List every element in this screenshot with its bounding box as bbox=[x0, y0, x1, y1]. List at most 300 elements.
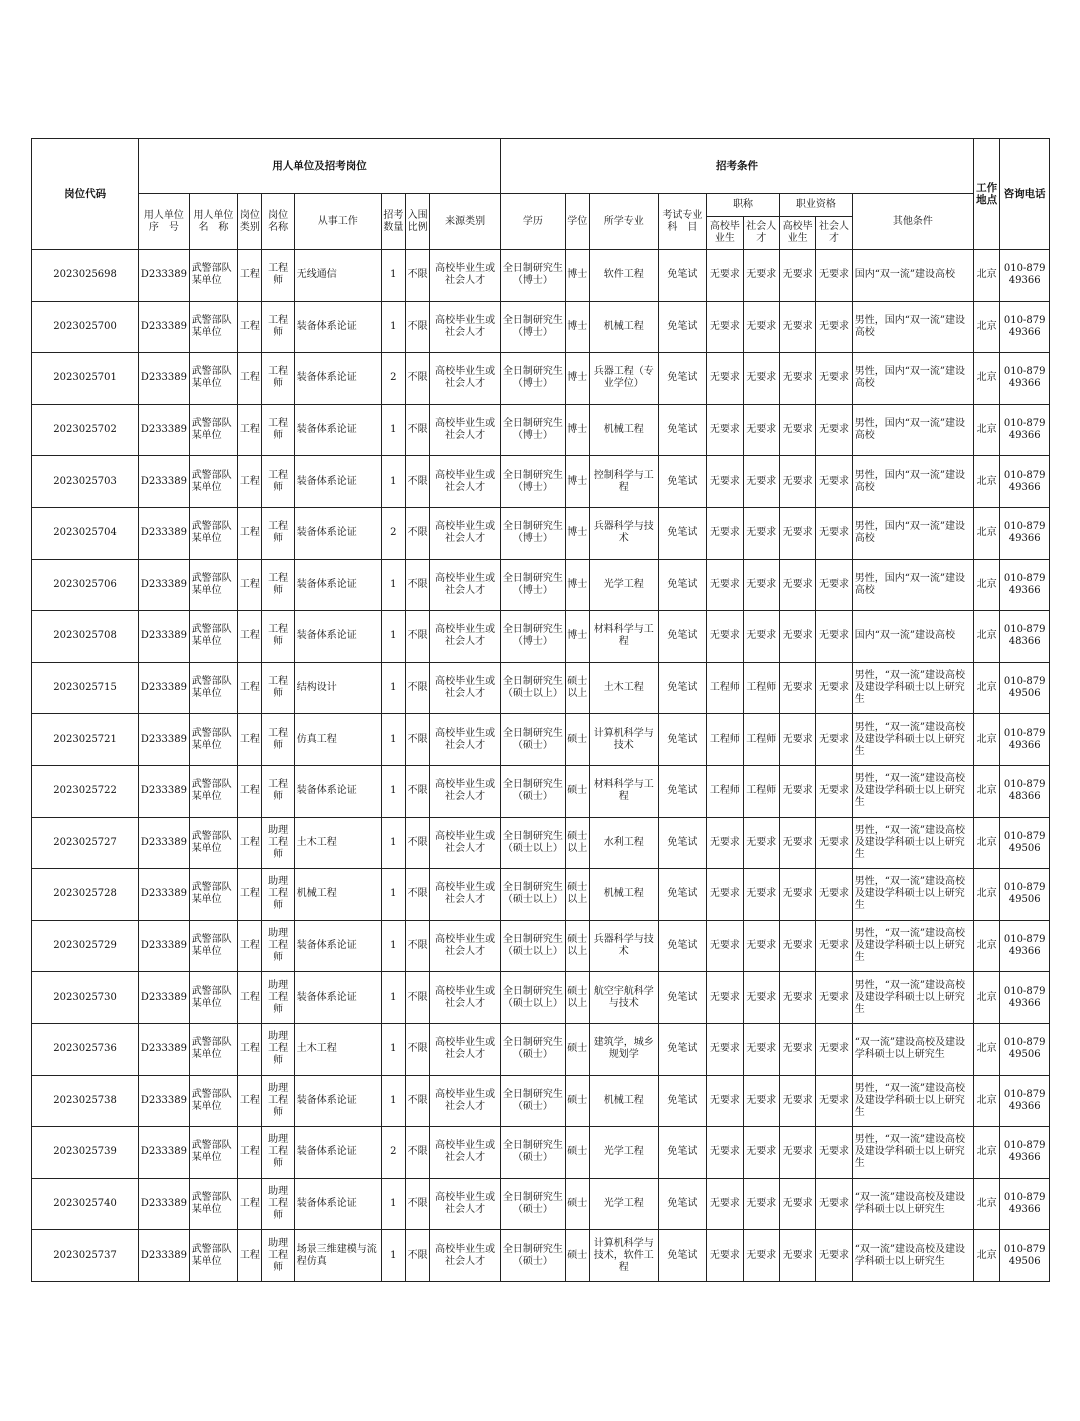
cell-degree: 硕士 bbox=[565, 765, 589, 817]
cell-post-type: 工程 bbox=[238, 972, 262, 1024]
cell-title-social: 无要求 bbox=[743, 456, 779, 508]
cell-post-code: 2023025740 bbox=[32, 1178, 139, 1230]
cell-quota: 1 bbox=[381, 972, 405, 1024]
cell-title-social: 无要求 bbox=[743, 1023, 779, 1075]
cell-post-type: 工程 bbox=[238, 301, 262, 353]
cell-unit-name: 武警部队某单位 bbox=[189, 353, 238, 405]
cell-post-name: 助理工程师 bbox=[262, 817, 294, 869]
cell-quota: 1 bbox=[381, 611, 405, 663]
cell-major: 光学工程 bbox=[589, 1178, 658, 1230]
cell-unit-name: 武警部队某单位 bbox=[189, 972, 238, 1024]
header-work: 从事工作 bbox=[294, 194, 381, 250]
cell-title-grad: 无要求 bbox=[707, 972, 743, 1024]
cell-phone: 010-87949366 bbox=[1000, 456, 1050, 508]
cell-ratio: 不限 bbox=[405, 611, 429, 663]
cell-ratio: 不限 bbox=[405, 869, 429, 921]
cell-qual-grad: 无要求 bbox=[779, 559, 815, 611]
cell-post-code: 2023025738 bbox=[32, 1075, 139, 1127]
cell-unit-seq: D233389 bbox=[139, 1023, 190, 1075]
cell-qual-social: 无要求 bbox=[816, 611, 852, 663]
cell-qual-grad: 无要求 bbox=[779, 611, 815, 663]
cell-other: “双一流”建设高校及建设学科硕士以上研究生 bbox=[852, 1178, 973, 1230]
cell-education: 全日制研究生（硕士） bbox=[500, 765, 565, 817]
cell-unit-seq: D233389 bbox=[139, 611, 190, 663]
cell-post-code: 2023025729 bbox=[32, 920, 139, 972]
cell-education: 全日制研究生（硕士） bbox=[500, 1178, 565, 1230]
cell-title-social: 无要求 bbox=[743, 972, 779, 1024]
cell-qual-grad: 无要求 bbox=[779, 1127, 815, 1179]
header-employer-group: 用人单位及招考岗位 bbox=[139, 139, 501, 194]
cell-quota: 1 bbox=[381, 559, 405, 611]
cell-title-grad: 无要求 bbox=[707, 301, 743, 353]
cell-location: 北京 bbox=[974, 1075, 1000, 1127]
cell-phone: 010-87949506 bbox=[1000, 1023, 1050, 1075]
cell-qual-social: 无要求 bbox=[816, 920, 852, 972]
cell-ratio: 不限 bbox=[405, 1075, 429, 1127]
table-row bbox=[32, 250, 1050, 302]
cell-unit-name: 武警部队某单位 bbox=[189, 404, 238, 456]
table-header bbox=[32, 139, 1050, 250]
cell-post-code: 2023025728 bbox=[32, 869, 139, 921]
header-title-group: 职称 bbox=[707, 194, 780, 217]
cell-unit-name: 武警部队某单位 bbox=[189, 817, 238, 869]
cell-post-name: 工程师 bbox=[262, 353, 294, 405]
cell-education: 全日制研究生（博士） bbox=[500, 404, 565, 456]
cell-post-code: 2023025703 bbox=[32, 456, 139, 508]
cell-other: “双一流”建设高校及建设学科硕士以上研究生 bbox=[852, 1023, 973, 1075]
cell-qual-grad: 无要求 bbox=[779, 301, 815, 353]
cell-unit-seq: D233389 bbox=[139, 250, 190, 302]
table-row bbox=[32, 404, 1050, 456]
cell-title-social: 无要求 bbox=[743, 1127, 779, 1179]
table-row bbox=[32, 714, 1050, 766]
cell-major: 材料科学与工程 bbox=[589, 765, 658, 817]
cell-major: 兵器科学与技术 bbox=[589, 507, 658, 559]
cell-title-grad: 无要求 bbox=[707, 1023, 743, 1075]
recruitment-table-sheet bbox=[31, 138, 1050, 1282]
cell-post-name: 工程师 bbox=[262, 714, 294, 766]
cell-title-grad: 无要求 bbox=[707, 1075, 743, 1127]
cell-major: 兵器工程（专业学位） bbox=[589, 353, 658, 405]
cell-major: 机械工程 bbox=[589, 1075, 658, 1127]
cell-post-name: 工程师 bbox=[262, 765, 294, 817]
cell-title-grad: 无要求 bbox=[707, 1127, 743, 1179]
cell-education: 全日制研究生（硕士） bbox=[500, 1127, 565, 1179]
header-other: 其他条件 bbox=[852, 194, 973, 250]
cell-work: 装备体系论证 bbox=[294, 456, 381, 508]
cell-work: 场景三维建模与流程仿真 bbox=[294, 1230, 381, 1282]
cell-title-social: 无要求 bbox=[743, 353, 779, 405]
cell-location: 北京 bbox=[974, 1230, 1000, 1282]
cell-source: 高校毕业生或社会人才 bbox=[430, 1230, 501, 1282]
cell-phone: 010-87949366 bbox=[1000, 353, 1050, 405]
cell-unit-name: 武警部队某单位 bbox=[189, 1023, 238, 1075]
cell-other: 男性，“双一流”建设高校及建设学科硕士以上研究生 bbox=[852, 920, 973, 972]
cell-qual-grad: 无要求 bbox=[779, 1075, 815, 1127]
cell-work: 装备体系论证 bbox=[294, 1075, 381, 1127]
cell-major: 计算机科学与技术，软件工程 bbox=[589, 1230, 658, 1282]
cell-title-social: 无要求 bbox=[743, 817, 779, 869]
cell-unit-name: 武警部队某单位 bbox=[189, 714, 238, 766]
cell-source: 高校毕业生或社会人才 bbox=[430, 920, 501, 972]
cell-ratio: 不限 bbox=[405, 301, 429, 353]
cell-post-type: 工程 bbox=[238, 1075, 262, 1127]
cell-phone: 010-87949506 bbox=[1000, 662, 1050, 714]
cell-unit-name: 武警部队某单位 bbox=[189, 1127, 238, 1179]
cell-qual-grad: 无要求 bbox=[779, 714, 815, 766]
cell-ratio: 不限 bbox=[405, 1230, 429, 1282]
cell-exam: 免笔试 bbox=[658, 1230, 707, 1282]
cell-qual-social: 无要求 bbox=[816, 1230, 852, 1282]
cell-exam: 免笔试 bbox=[658, 765, 707, 817]
cell-title-grad: 无要求 bbox=[707, 920, 743, 972]
cell-ratio: 不限 bbox=[405, 559, 429, 611]
cell-post-type: 工程 bbox=[238, 456, 262, 508]
cell-title-grad: 无要求 bbox=[707, 353, 743, 405]
cell-exam: 免笔试 bbox=[658, 507, 707, 559]
cell-qual-social: 无要求 bbox=[816, 869, 852, 921]
cell-ratio: 不限 bbox=[405, 353, 429, 405]
cell-ratio: 不限 bbox=[405, 662, 429, 714]
cell-education: 全日制研究生（博士） bbox=[500, 301, 565, 353]
cell-other: 男性，国内“双一流”建设高校 bbox=[852, 559, 973, 611]
cell-phone: 010-87949506 bbox=[1000, 1230, 1050, 1282]
table-row bbox=[32, 611, 1050, 663]
cell-qual-social: 无要求 bbox=[816, 559, 852, 611]
cell-unit-seq: D233389 bbox=[139, 507, 190, 559]
cell-quota: 1 bbox=[381, 456, 405, 508]
header-degree: 学位 bbox=[565, 194, 589, 250]
cell-title-social: 工程师 bbox=[743, 662, 779, 714]
table-row bbox=[32, 662, 1050, 714]
header-education: 学历 bbox=[500, 194, 565, 250]
cell-work: 装备体系论证 bbox=[294, 765, 381, 817]
cell-other: 男性，国内“双一流”建设高校 bbox=[852, 404, 973, 456]
cell-exam: 免笔试 bbox=[658, 611, 707, 663]
cell-quota: 1 bbox=[381, 404, 405, 456]
cell-location: 北京 bbox=[974, 353, 1000, 405]
cell-post-code: 2023025737 bbox=[32, 1230, 139, 1282]
cell-post-type: 工程 bbox=[238, 1127, 262, 1179]
cell-title-social: 无要求 bbox=[743, 920, 779, 972]
cell-unit-seq: D233389 bbox=[139, 817, 190, 869]
header-work-location: 工作地点 bbox=[974, 139, 1000, 250]
cell-ratio: 不限 bbox=[405, 714, 429, 766]
header-title-social: 社会人才 bbox=[743, 217, 779, 250]
cell-title-social: 无要求 bbox=[743, 1075, 779, 1127]
cell-work: 结构设计 bbox=[294, 662, 381, 714]
cell-location: 北京 bbox=[974, 507, 1000, 559]
cell-location: 北京 bbox=[974, 301, 1000, 353]
cell-other: 男性，“双一流”建设高校及建设学科硕士以上研究生 bbox=[852, 972, 973, 1024]
cell-ratio: 不限 bbox=[405, 972, 429, 1024]
cell-title-grad: 无要求 bbox=[707, 817, 743, 869]
cell-ratio: 不限 bbox=[405, 920, 429, 972]
cell-work: 无线通信 bbox=[294, 250, 381, 302]
cell-title-grad: 工程师 bbox=[707, 765, 743, 817]
cell-post-type: 工程 bbox=[238, 404, 262, 456]
cell-location: 北京 bbox=[974, 456, 1000, 508]
cell-post-type: 工程 bbox=[238, 817, 262, 869]
cell-quota: 2 bbox=[381, 1127, 405, 1179]
cell-unit-name: 武警部队某单位 bbox=[189, 1178, 238, 1230]
cell-source: 高校毕业生或社会人才 bbox=[430, 404, 501, 456]
cell-work: 装备体系论证 bbox=[294, 920, 381, 972]
cell-other: 男性，“双一流”建设高校及建设学科硕士以上研究生 bbox=[852, 1127, 973, 1179]
cell-qual-social: 无要求 bbox=[816, 972, 852, 1024]
header-post-code: 岗位代码 bbox=[32, 139, 139, 250]
cell-major: 计算机科学与技术 bbox=[589, 714, 658, 766]
cell-source: 高校毕业生或社会人才 bbox=[430, 250, 501, 302]
cell-unit-name: 武警部队某单位 bbox=[189, 1230, 238, 1282]
cell-quota: 2 bbox=[381, 507, 405, 559]
header-source: 来源类别 bbox=[430, 194, 501, 250]
cell-source: 高校毕业生或社会人才 bbox=[430, 353, 501, 405]
cell-qual-social: 无要求 bbox=[816, 507, 852, 559]
cell-title-grad: 无要求 bbox=[707, 1230, 743, 1282]
cell-qual-grad: 无要求 bbox=[779, 817, 815, 869]
cell-post-type: 工程 bbox=[238, 250, 262, 302]
cell-work: 装备体系论证 bbox=[294, 507, 381, 559]
cell-major: 光学工程 bbox=[589, 1127, 658, 1179]
cell-location: 北京 bbox=[974, 972, 1000, 1024]
cell-title-social: 无要求 bbox=[743, 611, 779, 663]
cell-other: 男性，国内“双一流”建设高校 bbox=[852, 507, 973, 559]
cell-qual-grad: 无要求 bbox=[779, 353, 815, 405]
cell-location: 北京 bbox=[974, 1127, 1000, 1179]
cell-post-code: 2023025727 bbox=[32, 817, 139, 869]
cell-phone: 010-87949366 bbox=[1000, 972, 1050, 1024]
cell-work: 装备体系论证 bbox=[294, 301, 381, 353]
cell-exam: 免笔试 bbox=[658, 1075, 707, 1127]
cell-post-name: 助理工程师 bbox=[262, 1075, 294, 1127]
cell-other: 男性，“双一流”建设高校及建设学科硕士以上研究生 bbox=[852, 1075, 973, 1127]
cell-qual-grad: 无要求 bbox=[779, 765, 815, 817]
cell-title-grad: 无要求 bbox=[707, 507, 743, 559]
cell-phone: 010-87949366 bbox=[1000, 1075, 1050, 1127]
cell-unit-seq: D233389 bbox=[139, 765, 190, 817]
cell-unit-seq: D233389 bbox=[139, 972, 190, 1024]
table-row bbox=[32, 869, 1050, 921]
cell-post-code: 2023025715 bbox=[32, 662, 139, 714]
cell-qual-social: 无要求 bbox=[816, 714, 852, 766]
cell-post-name: 工程师 bbox=[262, 404, 294, 456]
cell-ratio: 不限 bbox=[405, 817, 429, 869]
table-row bbox=[32, 1230, 1050, 1282]
cell-qual-social: 无要求 bbox=[816, 404, 852, 456]
cell-qual-social: 无要求 bbox=[816, 817, 852, 869]
header-post-type: 岗位类别 bbox=[238, 194, 262, 250]
cell-quota: 1 bbox=[381, 765, 405, 817]
cell-source: 高校毕业生或社会人才 bbox=[430, 456, 501, 508]
cell-post-type: 工程 bbox=[238, 1230, 262, 1282]
cell-major: 航空宇航科学与技术 bbox=[589, 972, 658, 1024]
cell-post-name: 助理工程师 bbox=[262, 1178, 294, 1230]
cell-title-social: 无要求 bbox=[743, 507, 779, 559]
cell-phone: 010-87949366 bbox=[1000, 920, 1050, 972]
cell-title-social: 无要求 bbox=[743, 869, 779, 921]
cell-post-name: 工程师 bbox=[262, 507, 294, 559]
cell-source: 高校毕业生或社会人才 bbox=[430, 714, 501, 766]
cell-title-grad: 无要求 bbox=[707, 456, 743, 508]
cell-qual-grad: 无要求 bbox=[779, 869, 815, 921]
cell-education: 全日制研究生（硕士以上） bbox=[500, 869, 565, 921]
cell-source: 高校毕业生或社会人才 bbox=[430, 1075, 501, 1127]
cell-work: 装备体系论证 bbox=[294, 353, 381, 405]
cell-education: 全日制研究生（博士） bbox=[500, 456, 565, 508]
cell-quota: 1 bbox=[381, 1178, 405, 1230]
cell-qual-grad: 无要求 bbox=[779, 1023, 815, 1075]
cell-degree: 硕士以上 bbox=[565, 920, 589, 972]
cell-post-name: 工程师 bbox=[262, 250, 294, 302]
cell-degree: 博士 bbox=[565, 404, 589, 456]
cell-major: 兵器科学与技术 bbox=[589, 920, 658, 972]
cell-post-name: 助理工程师 bbox=[262, 1230, 294, 1282]
cell-location: 北京 bbox=[974, 714, 1000, 766]
cell-exam: 免笔试 bbox=[658, 1178, 707, 1230]
header-unit-name: 用人单位名 称 bbox=[189, 194, 238, 250]
cell-other: “双一流”建设高校及建设学科硕士以上研究生 bbox=[852, 1230, 973, 1282]
cell-phone: 010-87949366 bbox=[1000, 1178, 1050, 1230]
cell-work: 装备体系论证 bbox=[294, 972, 381, 1024]
cell-exam: 免笔试 bbox=[658, 559, 707, 611]
cell-degree: 博士 bbox=[565, 611, 589, 663]
cell-post-name: 工程师 bbox=[262, 456, 294, 508]
cell-degree: 硕士 bbox=[565, 1230, 589, 1282]
cell-unit-name: 武警部队某单位 bbox=[189, 250, 238, 302]
cell-phone: 010-87949366 bbox=[1000, 301, 1050, 353]
cell-title-grad: 无要求 bbox=[707, 250, 743, 302]
cell-title-grad: 无要求 bbox=[707, 1178, 743, 1230]
cell-other: 男性，“双一流”建设高校及建设学科硕士以上研究生 bbox=[852, 817, 973, 869]
cell-source: 高校毕业生或社会人才 bbox=[430, 869, 501, 921]
cell-quota: 1 bbox=[381, 817, 405, 869]
cell-education: 全日制研究生（博士） bbox=[500, 507, 565, 559]
cell-post-code: 2023025706 bbox=[32, 559, 139, 611]
cell-degree: 硕士以上 bbox=[565, 972, 589, 1024]
cell-qual-social: 无要求 bbox=[816, 1127, 852, 1179]
cell-qual-grad: 无要求 bbox=[779, 920, 815, 972]
cell-post-name: 助理工程师 bbox=[262, 972, 294, 1024]
cell-work: 土木工程 bbox=[294, 817, 381, 869]
cell-qual-social: 无要求 bbox=[816, 1023, 852, 1075]
cell-post-type: 工程 bbox=[238, 1023, 262, 1075]
cell-quota: 1 bbox=[381, 1075, 405, 1127]
cell-quota: 1 bbox=[381, 250, 405, 302]
cell-unit-name: 武警部队某单位 bbox=[189, 456, 238, 508]
cell-source: 高校毕业生或社会人才 bbox=[430, 301, 501, 353]
cell-ratio: 不限 bbox=[405, 507, 429, 559]
cell-unit-name: 武警部队某单位 bbox=[189, 662, 238, 714]
cell-major: 材料科学与工程 bbox=[589, 611, 658, 663]
cell-source: 高校毕业生或社会人才 bbox=[430, 662, 501, 714]
cell-education: 全日制研究生（硕士） bbox=[500, 1023, 565, 1075]
cell-qual-social: 无要求 bbox=[816, 1178, 852, 1230]
cell-phone: 010-87949506 bbox=[1000, 817, 1050, 869]
cell-degree: 博士 bbox=[565, 507, 589, 559]
cell-phone: 010-87949366 bbox=[1000, 559, 1050, 611]
cell-qual-social: 无要求 bbox=[816, 353, 852, 405]
cell-qual-grad: 无要求 bbox=[779, 1230, 815, 1282]
cell-other: 国内“双一流”建设高校 bbox=[852, 611, 973, 663]
cell-qual-social: 无要求 bbox=[816, 250, 852, 302]
cell-degree: 硕士以上 bbox=[565, 817, 589, 869]
cell-quota: 1 bbox=[381, 1230, 405, 1282]
table-row bbox=[32, 920, 1050, 972]
cell-exam: 免笔试 bbox=[658, 869, 707, 921]
cell-qual-grad: 无要求 bbox=[779, 972, 815, 1024]
table-row bbox=[32, 456, 1050, 508]
cell-work: 装备体系论证 bbox=[294, 404, 381, 456]
cell-education: 全日制研究生（硕士） bbox=[500, 1075, 565, 1127]
cell-other: 男性，“双一流”建设高校及建设学科硕士以上研究生 bbox=[852, 869, 973, 921]
cell-post-code: 2023025708 bbox=[32, 611, 139, 663]
cell-unit-seq: D233389 bbox=[139, 353, 190, 405]
cell-phone: 010-87949506 bbox=[1000, 869, 1050, 921]
cell-post-type: 工程 bbox=[238, 714, 262, 766]
cell-post-code: 2023025704 bbox=[32, 507, 139, 559]
cell-education: 全日制研究生（硕士以上） bbox=[500, 817, 565, 869]
table-row bbox=[32, 765, 1050, 817]
cell-post-code: 2023025701 bbox=[32, 353, 139, 405]
cell-major: 机械工程 bbox=[589, 404, 658, 456]
cell-degree: 硕士 bbox=[565, 1127, 589, 1179]
cell-degree: 博士 bbox=[565, 353, 589, 405]
cell-post-type: 工程 bbox=[238, 559, 262, 611]
cell-location: 北京 bbox=[974, 250, 1000, 302]
cell-post-name: 工程师 bbox=[262, 662, 294, 714]
cell-post-code: 2023025721 bbox=[32, 714, 139, 766]
cell-degree: 硕士 bbox=[565, 1075, 589, 1127]
cell-unit-seq: D233389 bbox=[139, 920, 190, 972]
cell-title-social: 无要求 bbox=[743, 404, 779, 456]
cell-ratio: 不限 bbox=[405, 765, 429, 817]
cell-major: 机械工程 bbox=[589, 869, 658, 921]
cell-location: 北京 bbox=[974, 404, 1000, 456]
cell-post-code: 2023025739 bbox=[32, 1127, 139, 1179]
table-row bbox=[32, 1023, 1050, 1075]
cell-unit-seq: D233389 bbox=[139, 559, 190, 611]
cell-other: 男性，“双一流”建设高校及建设学科硕士以上研究生 bbox=[852, 765, 973, 817]
cell-unit-seq: D233389 bbox=[139, 404, 190, 456]
cell-title-social: 无要求 bbox=[743, 559, 779, 611]
cell-education: 全日制研究生（博士） bbox=[500, 559, 565, 611]
cell-education: 全日制研究生（硕士） bbox=[500, 1230, 565, 1282]
cell-education: 全日制研究生（博士） bbox=[500, 353, 565, 405]
table-row bbox=[32, 972, 1050, 1024]
cell-unit-name: 武警部队某单位 bbox=[189, 765, 238, 817]
cell-location: 北京 bbox=[974, 1178, 1000, 1230]
table-row bbox=[32, 353, 1050, 405]
header-ratio: 入围比例 bbox=[405, 194, 429, 250]
cell-ratio: 不限 bbox=[405, 456, 429, 508]
table-row bbox=[32, 301, 1050, 353]
header-qual-social: 社会人才 bbox=[816, 217, 852, 250]
cell-title-social: 无要求 bbox=[743, 250, 779, 302]
cell-unit-seq: D233389 bbox=[139, 456, 190, 508]
cell-title-grad: 无要求 bbox=[707, 611, 743, 663]
cell-title-social: 无要求 bbox=[743, 1230, 779, 1282]
cell-ratio: 不限 bbox=[405, 1127, 429, 1179]
cell-ratio: 不限 bbox=[405, 1178, 429, 1230]
cell-title-social: 无要求 bbox=[743, 301, 779, 353]
cell-other: 男性，国内“双一流”建设高校 bbox=[852, 301, 973, 353]
cell-post-code: 2023025730 bbox=[32, 972, 139, 1024]
table-row bbox=[32, 1127, 1050, 1179]
cell-post-code: 2023025722 bbox=[32, 765, 139, 817]
cell-post-type: 工程 bbox=[238, 920, 262, 972]
cell-post-type: 工程 bbox=[238, 611, 262, 663]
